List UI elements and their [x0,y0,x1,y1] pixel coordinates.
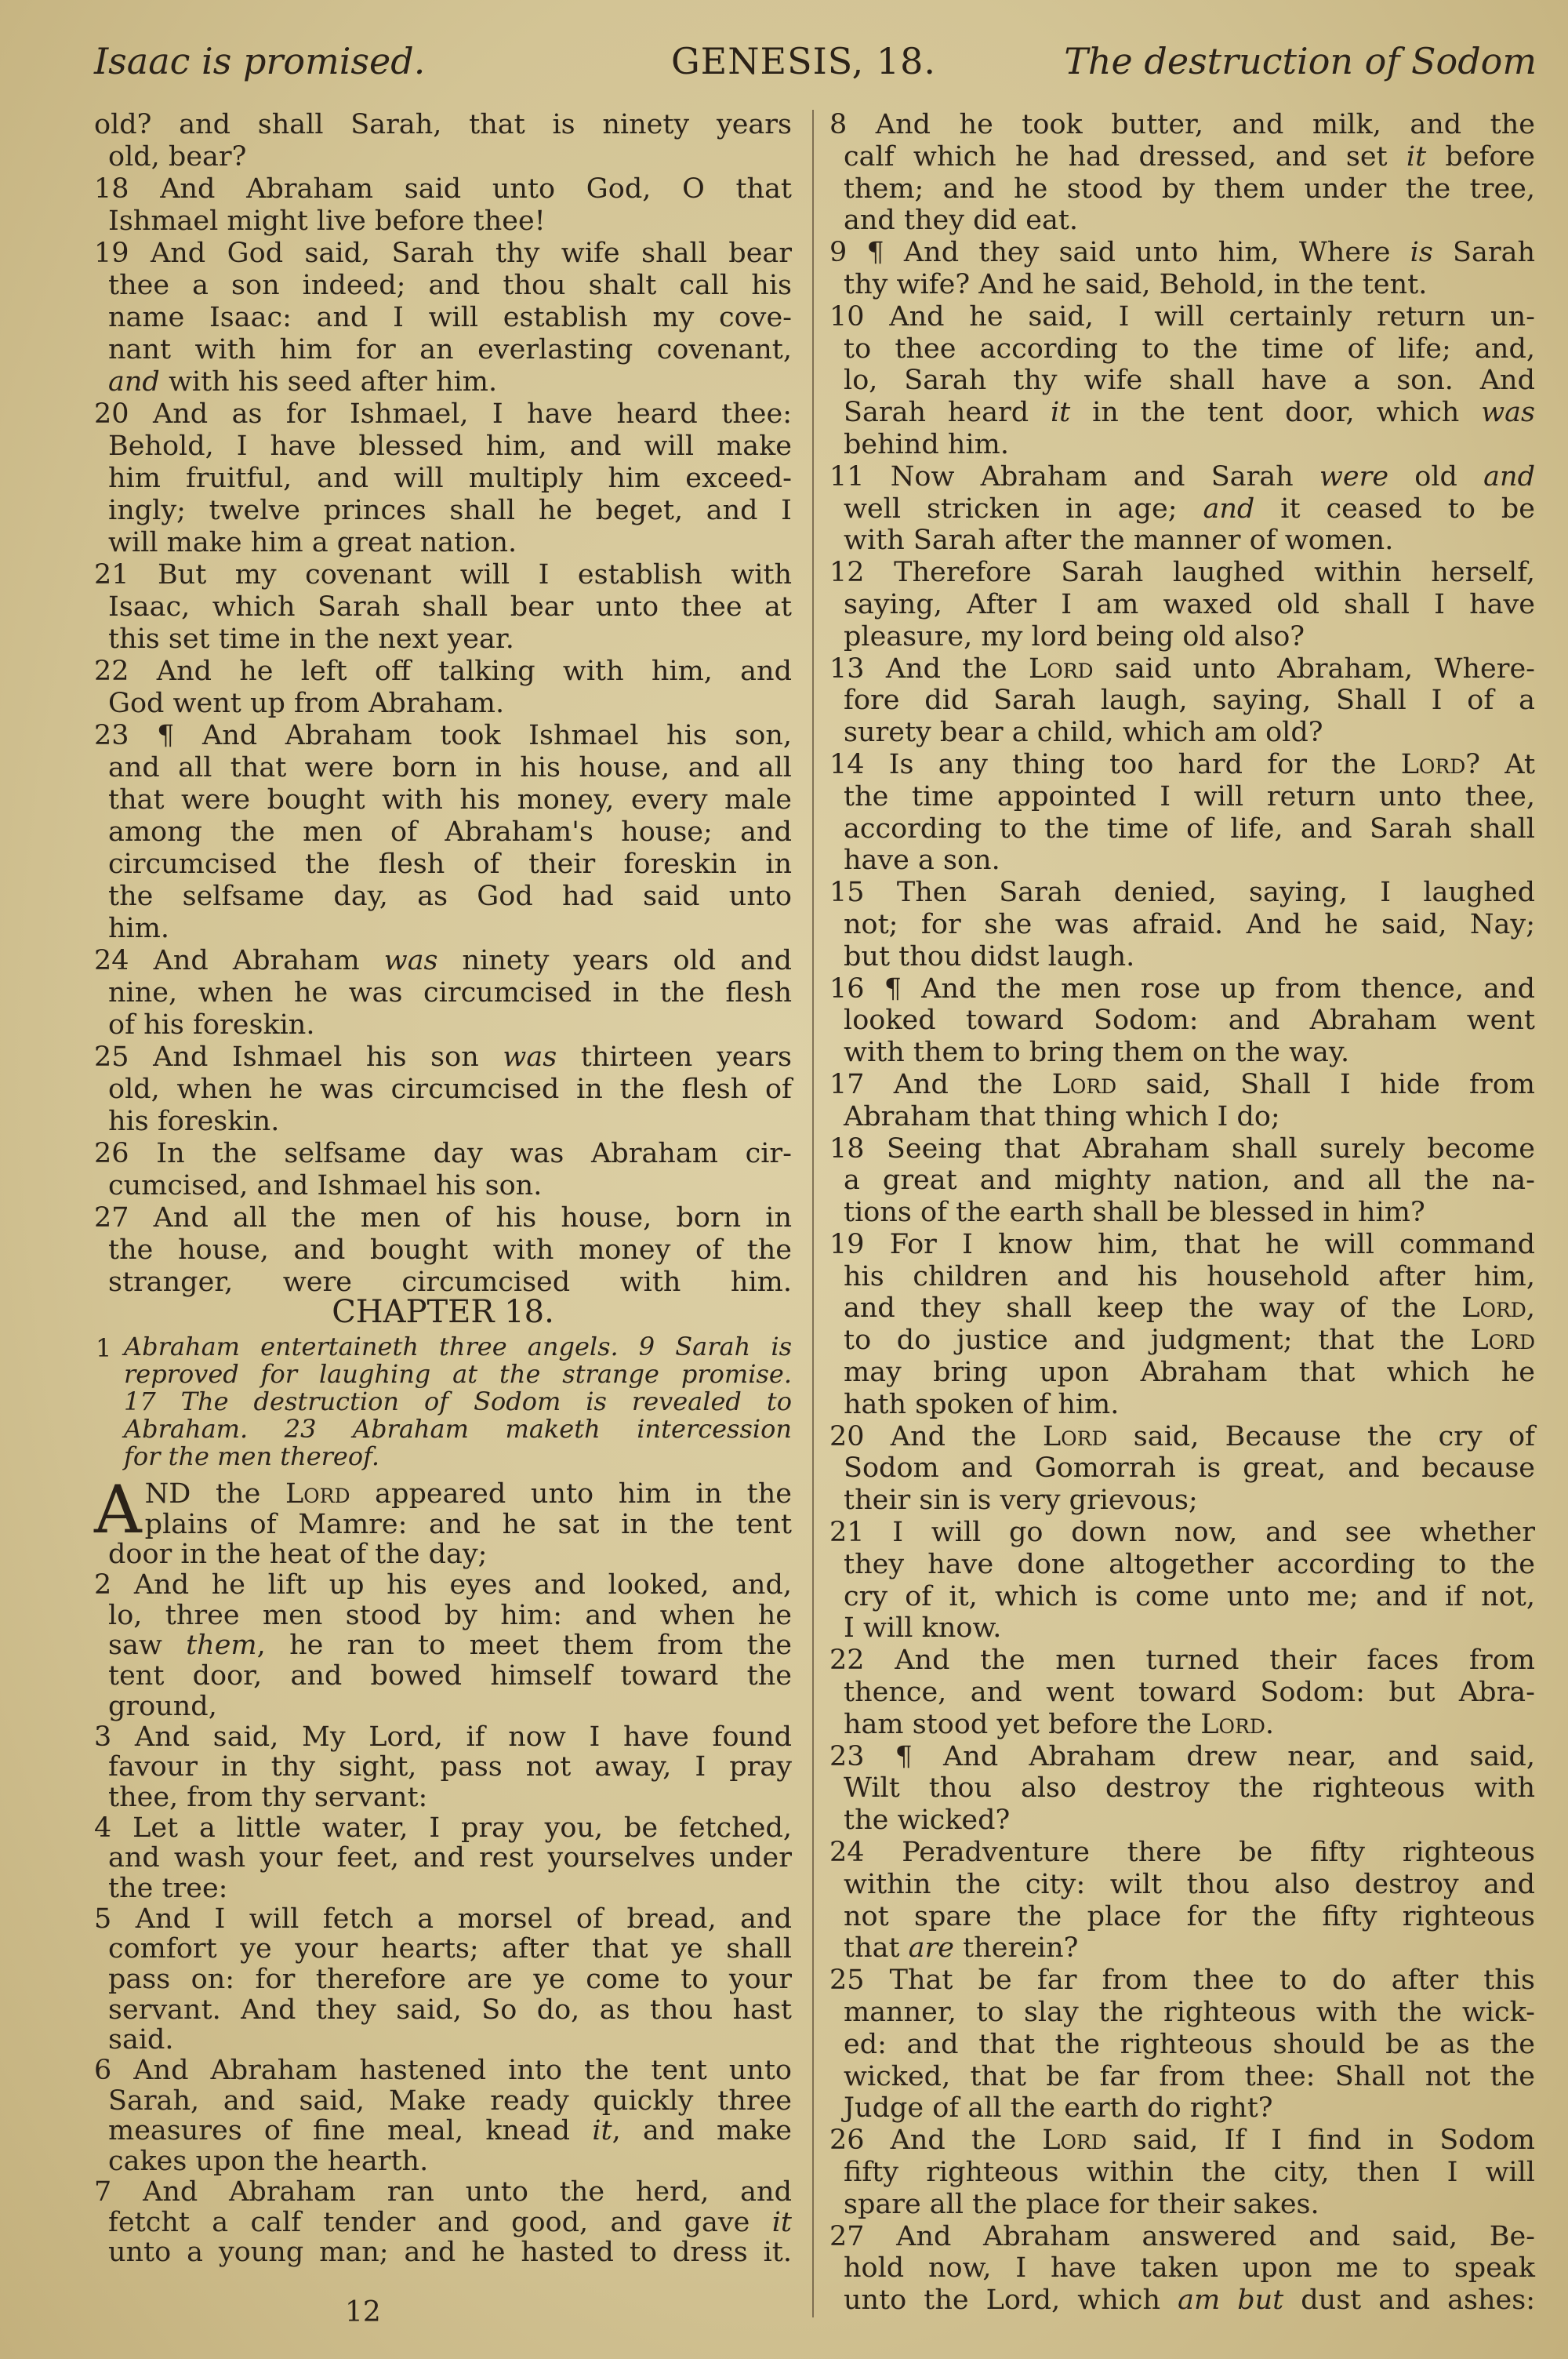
text-line: hold now, I have taken upon me to speak [844,2252,1535,2284]
text-line: 23 ¶ And Abraham took Ishmael his son, [94,720,792,751]
text-line: 26 In the selfsame day was Abraham cir- [94,1138,792,1169]
text-line: servant. And they said, So do, as thou hast [108,1994,792,2026]
text-line: lo, Sarah thy wife shall have a son. And [844,365,1535,397]
text-line: the selfsame day, as God had said unto [108,881,792,912]
text-line: 22 And he left off talking with him, and [94,656,792,687]
column-divider [812,110,814,2317]
text-line: within the city: wilt thou also destroy and [844,1868,1535,1900]
text-line: and they shall keep the way of the Lord, [844,1292,1535,1325]
text-line: measures of fine meal, knead it, and make [108,2115,792,2147]
summary-line: Abraham entertaineth three angels. 9 Sarah is [124,1332,792,1361]
text-line: 18 And Abraham said unto God, O that [94,173,792,205]
text-line: circumcised the flesh of their foreskin in [108,849,792,880]
italic-word: it [592,2115,612,2147]
text-line: pass on: for therefore are ye come to your [108,1964,792,1995]
verse-paragraph [829,973,1535,1069]
text-line: 23 ¶ And Abraham drew near, and said, [829,1740,1535,1772]
text-line: 8 And he took butter, and milk, and the [829,109,1535,140]
text-line: thy wife? And he said, Behold, in the tent. [844,268,1428,300]
text-line: not; for she was afraid. And he said, Nay; [844,908,1535,940]
text-line: 7 And Abraham ran unto the herd, and [94,2175,792,2208]
right-column-verses [829,109,1535,2317]
text-line: that were bought with his money, every male [108,784,792,816]
verse-paragraph [829,749,1535,877]
left-column-verses-bottom [94,1471,792,2269]
italic-word: and [1483,460,1535,493]
text-line: 27 And Abraham answered and said, Be- [829,2220,1535,2252]
chapter-summary [96,1333,792,1470]
text-line: tent door, and bowed himself toward the [108,1660,792,1692]
text-line: 5 And I will fetch a morsel of bread, and [94,1903,792,1935]
running-head-left: Isaac is promised. [94,40,426,82]
text-line: the house, and bought with money of the [108,1234,792,1266]
text-line: 2 And he lift up his eyes and looked, and, [94,1569,792,1601]
text-line: 24 Peradventure there be fifty righteous [829,1837,1535,1869]
text-line: 11 Now Abraham and Sarah were old and [829,460,1535,493]
verse-paragraph [829,2221,1535,2317]
text-line: will make him a great nation. [108,527,517,558]
text-line: and they did eat. [844,205,1079,237]
text-line: ground, [108,1690,217,1722]
verse-paragraph [94,2055,792,2177]
verse-paragraph [829,1645,1535,1740]
verse-paragraph [94,173,792,238]
text-line: 9 ¶ And they said unto him, Where is Sarah [829,237,1535,269]
verse-paragraph [94,559,792,656]
italic-word: is [1410,237,1433,269]
text-line: Isaac, which Sarah shall bear unto thee at [108,591,792,623]
text-line: with Sarah after the manner of women. [844,525,1394,557]
small-caps-word: Lord [1042,2125,1107,2157]
text-line: they have done altogether according to the [844,1548,1535,1580]
text-line: old? and shall Sarah, that is ninety years [94,109,792,140]
text-line: ham stood yet before the Lord. [844,1708,1275,1740]
drop-cap: A [94,1471,142,1548]
text-line: lo, three men stood by him: and when he [108,1599,792,1631]
text-line: cry of it, which is come unto me; and if not, [844,1580,1535,1612]
text-line: 27 And all the men of his house, born in [94,1202,792,1234]
summary-lines [96,1333,792,1470]
text-line: to do justice and judgment; that the Lord [844,1325,1535,1357]
verse-paragraph [829,1069,1535,1133]
text-line: spare all the place for their sakes. [844,2188,1319,2220]
text-line: unto a young man; and he hasted to dress it. [108,2237,792,2269]
verse-paragraph [94,1202,792,1299]
verse-paragraph [94,1138,792,1202]
text-line: 21 I will go down now, and see whether [829,1517,1535,1549]
italic-word: and [108,366,160,398]
italic-word: and [1203,493,1255,525]
verse-paragraph [94,945,792,1041]
text-line: thee, from thy servant: [108,1781,428,1813]
text-line: favour in thy sight, pass not away, I pray [108,1751,792,1783]
text-line: his children and his household after him, [844,1260,1535,1292]
text-line: 20 And as for Ishmael, I have heard thee: [94,398,792,430]
verse-paragraph [829,109,1535,237]
text-line: plains of Mamre: and he sat in the tent [144,1508,792,1540]
text-line: cakes upon the hearth. [108,2146,429,2178]
verse-paragraph [829,1965,1535,2125]
text-line: not spare the place for the fifty righteous [844,1900,1535,1932]
text-line: old, bear? [108,141,247,173]
text-line: them; and he stood by them under the tree, [844,173,1535,205]
text-line: thee a son indeed; and thou shalt call his [108,270,792,301]
text-line: fetcht a calf tender and good, and gave it [108,2206,792,2238]
text-line: looked toward Sodom: and Abraham went [844,1005,1535,1037]
italic-word: them [186,1630,257,1662]
text-line: their sin is very grievous; [844,1485,1198,1517]
text-line: Sarah heard it in the tent door, which was [844,397,1535,429]
running-head-book-chapter: GENESIS, 18. [670,40,937,82]
summary-verse-number: 1 [96,1333,112,1363]
text-line: 24 And Abraham was ninety years old and [94,945,793,976]
verse-paragraph [94,1570,792,1721]
summary-line: reproved for laughing at the strange promise. [124,1359,792,1389]
italic-word: were [1319,460,1389,493]
verse-paragraph [94,2177,792,2268]
text-line: according to the time of life, and Sarah shall [844,812,1535,845]
verse-paragraph [94,656,792,720]
text-line: I will know. [844,1612,1002,1645]
italic-word: was [383,945,438,976]
text-line: the time appointed I will return unto thee, [844,780,1535,812]
italic-word: it [1050,397,1071,429]
text-line: old, when he was circumcised in the flesh of [108,1074,792,1105]
small-caps-word: Lord [1461,1292,1526,1325]
text-line: 4 Let a little water, I pray you, be fetched, [94,1812,792,1844]
verse-paragraph [829,653,1535,749]
text-line: pleasure, my lord being old also? [844,620,1305,652]
text-line: 16 ¶ And the men rose up from thence, and [829,972,1535,1005]
text-line: 3 And said, My Lord, if now I have found [94,1721,792,1753]
small-caps-word: Lord [1029,652,1094,685]
text-line: 10 And he said, I will certainly return un- [829,300,1535,333]
text-line: 18 Seeing that Abraham shall surely become [829,1132,1535,1165]
text-line: a great and mighty nation, and all the na- [844,1165,1535,1197]
text-line: ed: and that the righteous should be as the [844,2028,1535,2060]
text-line: 15 Then Sarah denied, saying, I laughed [829,877,1535,909]
text-line: door in the heat of the day; [108,1539,488,1571]
text-line: among the men of Abraham's house; and [108,816,792,848]
text-line: 19 For I know him, that he will command [829,1228,1535,1260]
text-line: him. [108,913,170,944]
text-line: 17 And the Lord said, Shall I hide from [829,1068,1535,1100]
small-caps-word: Lord [1400,748,1466,780]
verse-paragraph [94,398,792,559]
text-line: said. [108,2024,174,2056]
text-line: and wash your feet, and rest yourselves under [108,1842,792,1874]
text-line: 25 That be far from thee to do after this [829,1965,1535,1997]
text-line: 21 But my covenant will I establish with [94,559,792,591]
text-line: of his foreskin. [108,1009,315,1041]
italic-word: am but [1178,2284,1284,2317]
text-line: hath spoken of him. [844,1388,1120,1420]
text-line: Judge of all the earth do right? [844,2092,1273,2125]
verse-paragraph [829,1517,1535,1645]
text-line: cumcised, and Ishmael his son. [108,1170,543,1201]
text-line: to thee according to the time of life; and, [844,333,1535,365]
text-line: ND the Lord appeared unto him in the [144,1478,792,1510]
text-line: Wilt thou also destroy the righteous with [844,1772,1535,1805]
verse-paragraph [829,301,1535,461]
text-line: 25 And Ishmael his son was thirteen years [94,1041,792,1073]
verse-paragraph [829,461,1535,557]
verse-paragraph [829,877,1535,972]
italic-word: was [1481,397,1535,429]
text-line: and with his seed after him. [108,366,498,398]
text-line: nant with him for an everlasting covenant, [108,334,792,365]
text-line: 13 And the Lord said unto Abraham, Where- [829,652,1535,685]
small-caps-word: Lord [1051,1068,1117,1100]
text-line: Behold, I have blessed him, and will make [108,431,792,462]
text-line: Sarah, and said, Make ready quickly three [108,2085,792,2117]
italic-word: it [771,2206,792,2238]
summary-line: Abraham. 23 Abraham maketh intercession [124,1414,792,1444]
text-line: God went up from Abraham. [108,688,505,719]
text-line: fifty righteous within the city, then I will [844,2157,1535,2188]
page-number: 12 [345,2296,381,2328]
text-line: Sodom and Gomorrah is great, and because [844,1452,1535,1485]
text-line: saw them, he ran to meet them from the [108,1630,792,1662]
verse-paragraph [94,720,792,945]
text-line: and all that were born in his house, and all [108,752,792,783]
verse-paragraph [94,1041,792,1138]
text-line: the wicked? [844,1805,1011,1837]
text-line: stranger, were circumcised with him. [108,1267,792,1298]
text-line: 14 Is any thing too hard for the Lord? At [829,748,1535,780]
verse-paragraph [829,557,1535,652]
text-line: 20 And the Lord said, Because the cry of [829,1420,1535,1452]
verse-paragraph [829,2125,1535,2220]
verse-paragraph [94,1722,792,1813]
text-line: with them to bring them on the way. [844,1037,1350,1069]
text-line: this set time in the next year. [108,623,514,655]
small-caps-word: Lord [1042,1420,1108,1452]
text-line: him fruitful, and will multiply him exceed- [108,463,792,494]
italic-word: are [908,1932,954,1965]
text-line: nine, when he was circumcised in the flesh [108,977,792,1009]
text-line: 6 And Abraham hastened into the tent unto [94,2055,792,2087]
chapter-heading: CHAPTER 18. [332,1294,554,1330]
text-line: his foreskin. [108,1106,280,1137]
verse-paragraph [94,1904,792,2055]
text-line: 22 And the men turned their faces from [829,1645,1535,1677]
italic-word: it [1406,140,1427,173]
verse-paragraph [829,1837,1535,1965]
verse-paragraph [94,1813,792,1904]
text-line: fore did Sarah laugh, saying, Shall I of a [844,685,1535,717]
verse-paragraph [829,1229,1535,1421]
verse-paragraph [829,1421,1535,1517]
small-caps-word: Lord [1200,1708,1265,1740]
verse-paragraph [829,1133,1535,1229]
verse-paragraph [94,109,792,173]
text-line: 12 Therefore Sarah laughed within herself, [829,557,1535,589]
text-line: 26 And the Lord said, If I find in Sodom [829,2125,1535,2157]
text-line: thence, and went toward Sodom: but Abra- [844,1677,1535,1709]
italic-word: was [503,1041,557,1073]
verse-paragraph [94,1471,792,1571]
text-line: well stricken in age; and it ceased to be [844,493,1536,525]
text-line: tions of the earth shall be blessed in him? [844,1197,1425,1229]
text-line: unto the Lord, which am but dust and ashes: [844,2284,1535,2317]
text-line: have a son. [844,845,1000,877]
left-column-verses-top [94,109,792,1299]
text-line: the tree: [108,1872,228,1904]
verse-paragraph [94,238,792,398]
text-line: may bring upon Abraham that which he [844,1357,1535,1389]
text-line: wicked, that be far from thee: Shall not the [844,2060,1535,2092]
running-head-right: The destruction of Sodom [1064,40,1537,82]
text-line: 19 And God said, Sarah thy wife shall bear [94,238,792,269]
text-line: that are therein? [844,1932,1079,1965]
small-caps-word: Lord [1470,1325,1535,1357]
text-line: but thou didst laugh. [844,940,1135,972]
text-line: name Isaac: and I will establish my cove- [108,302,792,333]
text-line: ingly; twelve princes shall he beget, and I [108,495,792,526]
text-line: Abraham that thing which I do; [844,1100,1280,1132]
text-line: behind him. [844,428,1009,460]
text-line: Ishmael might live before thee! [108,205,546,237]
verse-paragraph [829,1741,1535,1837]
text-line: manner, to slay the righteous with the wick- [844,1997,1535,2029]
text-line: saying, After I am waxed old shall I have [844,588,1535,620]
text-line: comfort ye your hearts; after that ye shall [108,1933,792,1965]
text-line: surety bear a child, which am old? [844,717,1323,749]
summary-line: for the men thereof. [124,1441,379,1471]
summary-line: 17 The destruction of Sodom is revealed to [124,1387,792,1416]
small-caps-word: Lord [285,1478,350,1510]
text-line: calf which he had dressed, and set it before [844,140,1535,173]
verse-paragraph [829,237,1535,301]
